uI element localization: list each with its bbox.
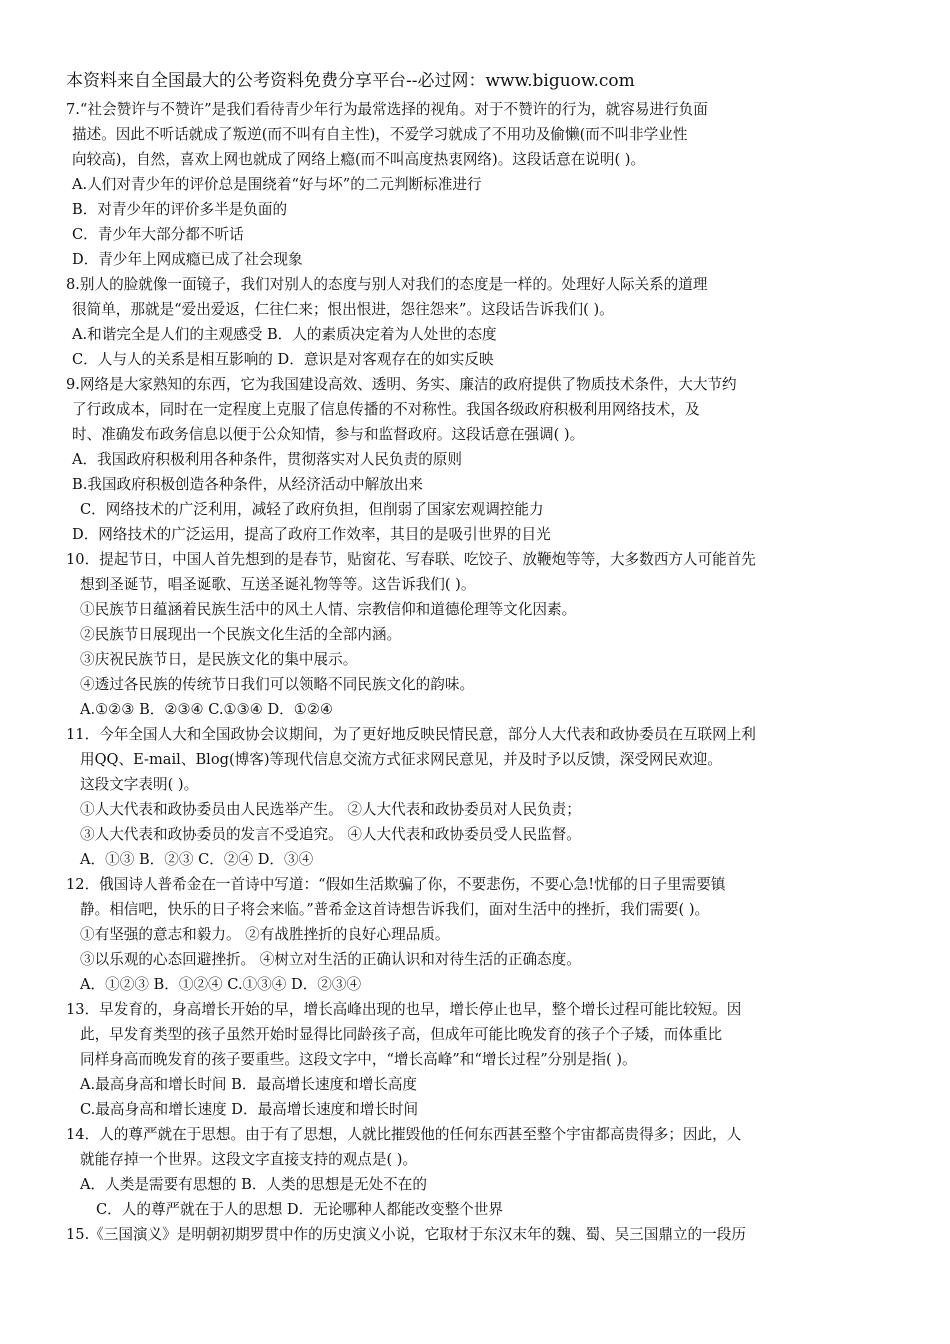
text-line: D．青少年上网成瘾已成了社会现象: [72, 251, 303, 268]
text-line: C.最高身高和增长速度 D．最高增长速度和增长时间: [80, 1101, 419, 1118]
text-line: A．人类是需要有思想的 B．人类的思想是无处不在的: [80, 1176, 427, 1193]
text-line: 9.网络是大家熟知的东西，它为我国建设高效、透明、务实、廉洁的政府提供了物质技术条件，大大节约: [66, 376, 737, 393]
text-line: A．①③ B．②③ C．②④ D．③④: [80, 851, 314, 868]
text-line: 用QQ、E-mail、Blog(博客)等现代信息交流方式征求网民意见，并及时予以反馈，深受网民欢迎。: [80, 751, 722, 768]
text-line: 向较高)，自然，喜欢上网也就成了网络上瘾(而不叫高度热衷网络)。这段话意在说明( )。: [72, 151, 646, 168]
text-line: 就能存掉一个世界。这段文字直接支持的观点是( )。: [80, 1151, 418, 1168]
text-line: ④透过各民族的传统节日我们可以领略不同民族文化的韵味。: [80, 676, 475, 693]
text-line: A.和谐完全是人们的主观感受 B．人的素质决定着为人处世的态度: [72, 326, 497, 343]
text-line: B．对青少年的评价多半是负面的: [72, 201, 288, 218]
text-line: C．网络技术的广泛利用，减轻了政府负担，但削弱了国家宏观调控能力: [80, 501, 544, 518]
text-line: 了行政成本，同时在一定程度上克服了信息传播的不对称性。我国各级政府积极利用网络技术，及: [72, 401, 700, 418]
text-line: 7.“社会赞许与不赞许”是我们看待青少年行为最常选择的视角。对于不赞许的行为，就容易进行负面: [66, 101, 708, 118]
text-line: ③以乐观的心态回避挫折。 ④树立对生活的正确认识和对待生活的正确态度。: [80, 951, 581, 968]
text-line: C．人的尊严就在于人的思想 D．无论哪种人都能改变整个世界: [96, 1201, 503, 1218]
document-body: [0, 97, 950, 1247]
text-line: ①有坚强的意志和毅力。 ②有战胜挫折的良好心理品质。: [80, 926, 450, 943]
text-line: 10．提起节日，中国人首先想到的是春节，贴窗花、写春联、吃饺子、放鞭炮等等，大多数西方人可能首先: [66, 551, 756, 568]
text-line: D．网络技术的广泛运用，提高了政府工作效率，其目的是吸引世界的目光: [72, 526, 551, 543]
text-line: 想到圣诞节，唱圣诞歌、互送圣诞礼物等等。这告诉我们( )。: [80, 576, 476, 593]
text-line: A.①②③ B．②③④ C.①③④ D．①②④: [80, 701, 333, 718]
text-line: 这段文字表明( )。: [80, 776, 199, 793]
text-line: A．我国政府积极利用各种条件，贯彻落实对人民负责的原则: [72, 451, 462, 468]
text-line: ②民族节日展现出一个民族文化生活的全部内涵。: [80, 626, 402, 643]
text-line: C．人与人的关系是相互影响的 D．意识是对客观存在的如实反映: [72, 351, 494, 368]
text-line: 8.别人的脸就像一面镜子，我们对别人的态度与别人对我们的态度是一样的。处理好人际关系的道理: [66, 276, 708, 293]
text-line: 13．早发育的，身高增长开始的早，增长高峰出现的也早，增长停止也早，整个增长过程可能比较短。因: [66, 1001, 742, 1018]
text-line: 15.《三国演义》是明朝初期罗贯中作的历史演义小说，它取材于东汉末年的魏、蜀、吴三国鼎立的一段历: [66, 1226, 746, 1243]
text-line: ③人大代表和政协委员的发言不受追究。 ④人大代表和政协委员受人民监督。: [80, 826, 581, 843]
page-header: 本资料来自全国最大的公考资料免费分享平台--必过网：www.biguow.com: [66, 71, 635, 91]
text-line: C．青少年大部分都不听话: [72, 226, 244, 243]
text-line: 静。相信吧，快乐的日子将会来临。”普希金这首诗想告诉我们，面对生活中的挫折，我们需要( )。: [80, 901, 710, 918]
text-line: B.我国政府积极创造各种条件，从经济活动中解放出来: [72, 476, 424, 493]
text-line: A．①②③ B．①②④ C.①③④ D．②③④: [80, 976, 362, 993]
text-line: 描述。因此不听话就成了叛逆(而不叫有自主性)，不爱学习就成了不用功及偷懒(而不叫非学业性: [72, 126, 688, 143]
text-line: 同样身高而晚发育的孩子要重些。这段文字中，“增长高峰”和“增长过程”分别是指( )。: [80, 1051, 637, 1068]
text-line: ①民族节日蕴涵着民族生活中的风土人情、宗教信仰和道德伦理等文化因素。: [80, 601, 577, 618]
text-line: ①人大代表和政协委员由人民选举产生。 ②人大代表和政协委员对人民负责；: [80, 801, 581, 818]
text-line: 此，早发育类型的孩子虽然开始时显得比同龄孩子高，但成年可能比晚发育的孩子个子矮，而体重比: [80, 1026, 723, 1043]
text-line: 14．人的尊严就在于思想。由于有了思想，人就比摧毁他的任何东西甚至整个宇宙都高贵得多；因此，人: [66, 1126, 742, 1143]
text-line: ③庆祝民族节日，是民族文化的集中展示。: [80, 651, 358, 668]
text-line: 时、准确发布政务信息以便于公众知情，参与和监督政府。这段话意在强调( )。: [72, 426, 585, 443]
text-line: 12．俄国诗人普希金在一首诗中写道：“假如生活欺骗了你，不要悲伤，不要心急!忧郁的日子里需要镇: [66, 876, 726, 893]
text-line: 11．今年全国人大和全国政协会议期间，为了更好地反映民情民意，部分人大代表和政协委员在互联网上利: [66, 726, 756, 743]
text-line: 很简单，那就是“爱出爱返，仁往仁来；恨出恨进，怨往怨来”。这段话告诉我们( )。: [72, 301, 614, 318]
text-line: A.人们对青少年的评价总是围绕着“好与坏”的二元判断标准进行: [72, 176, 482, 193]
text-line: A.最高身高和增长时间 B．最高增长速度和增长高度: [80, 1076, 418, 1093]
